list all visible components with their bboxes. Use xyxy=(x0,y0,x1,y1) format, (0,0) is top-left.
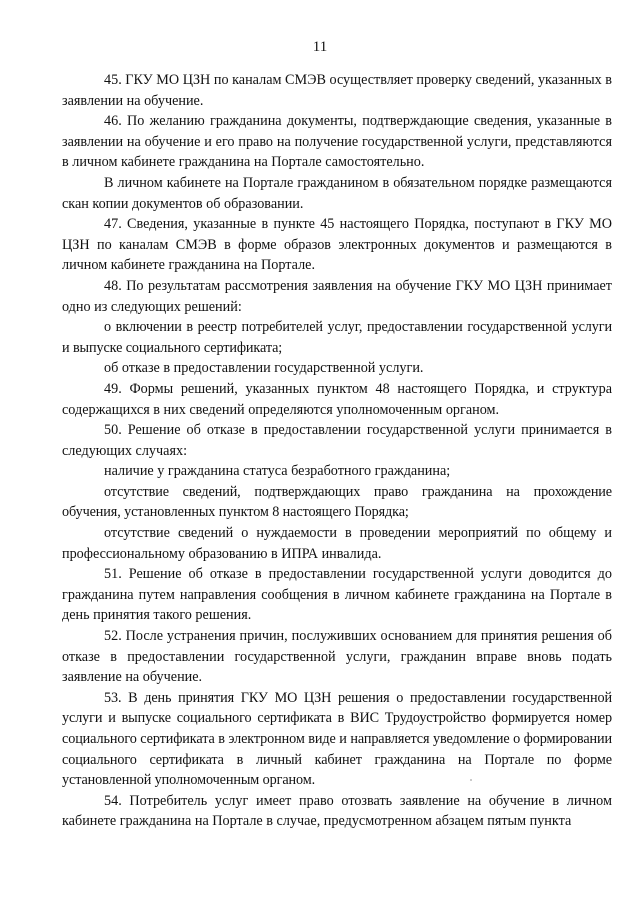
paragraph-49: 49. Формы решений, указанных пунктом 48 настоящего Порядка, и структура содержащихся в них сведений определяются уполномоченным органом. xyxy=(62,380,612,418)
scan-speck xyxy=(470,779,472,781)
paragraph-47: 47. Сведения, указанные в пункте 45 настоящего Порядка, поступают в ГКУ МО ЦЗН по каналам СМЭВ в форме образов электронных документов и размещаются в личном кабинете гражданина на Портале. xyxy=(62,216,612,274)
paragraph-50-case-no-need: отсутствие сведений о нуждаемости в проведении мероприятий по общему и профессиональному образованию в ИПРА инвалида. xyxy=(62,525,612,562)
paragraph-54: 54. Потребитель услуг имеет право отозвать заявление на обучение в личном кабинете гражданина на Портале в случае, предусмотренном абзацем пятым пункта xyxy=(62,792,612,830)
paragraph-50-case-unemployed: наличие у гражданина статуса безработного гражданина; xyxy=(104,463,451,480)
paragraph-46: 46. По желанию гражданина документы, подтверждающие сведения, указанные в заявлении на обучение и его право на получение государственной услуги, представляются в личном кабинете гражданина на Портале самостоятельно. xyxy=(62,113,612,171)
paragraph-48-option-refusal: об отказе в предоставлении государственной услуги. xyxy=(104,360,424,377)
document-body xyxy=(62,70,612,832)
paragraph-50-case-no-eligibility: отсутствие сведений, подтверждающих право гражданина на прохождение обучения, установленных пунктом 8 настоящего Порядка; xyxy=(62,483,612,521)
paragraph-52: 52. После устранения причин, послуживших основанием для принятия решения об отказе в предоставлении государственной услуги, гражданин вправе вновь подать заявление на обучение. xyxy=(62,628,612,686)
paragraph-53: 53. В день принятия ГКУ МО ЦЗН решения о предоставлении государственной услуги и выпуске социального сертификата в ВИС Трудоустройство формируется номер социального сертификата в электронном виде и направляется уведомление о формировании социального сертификата в личный кабинет гражданина на Портале по форме установленной уполномоченным органом. xyxy=(62,689,612,789)
paragraph-45: 45. ГКУ МО ЦЗН по каналам СМЭВ осуществляет проверку сведений, указанных в заявлении на обучение. xyxy=(62,72,612,109)
paragraph-51: 51. Решение об отказе в предоставлении государственной услуги доводится до гражданина путем направления сообщения в личном кабинете гражданина на Портале в день принятия такого решения. xyxy=(62,566,612,624)
paragraph-46-continuation: В личном кабинете на Портале гражданином в обязательном порядке размещаются скан копии документов об образовании. xyxy=(62,174,612,212)
paragraph-48: 48. По результатам рассмотрения заявления на обучение ГКУ МО ЦЗН принимает одно из следующих решений: xyxy=(62,277,612,315)
paragraph-48-option-inclusion: о включении в реестр потребителей услуг, предоставлении государственной услуги и выпуске социального сертификата; xyxy=(62,319,612,356)
paragraph-50: 50. Решение об отказе в предоставлении государственной услуги принимается в следующих случаях: xyxy=(62,422,612,459)
page-number: 11 xyxy=(312,39,328,55)
